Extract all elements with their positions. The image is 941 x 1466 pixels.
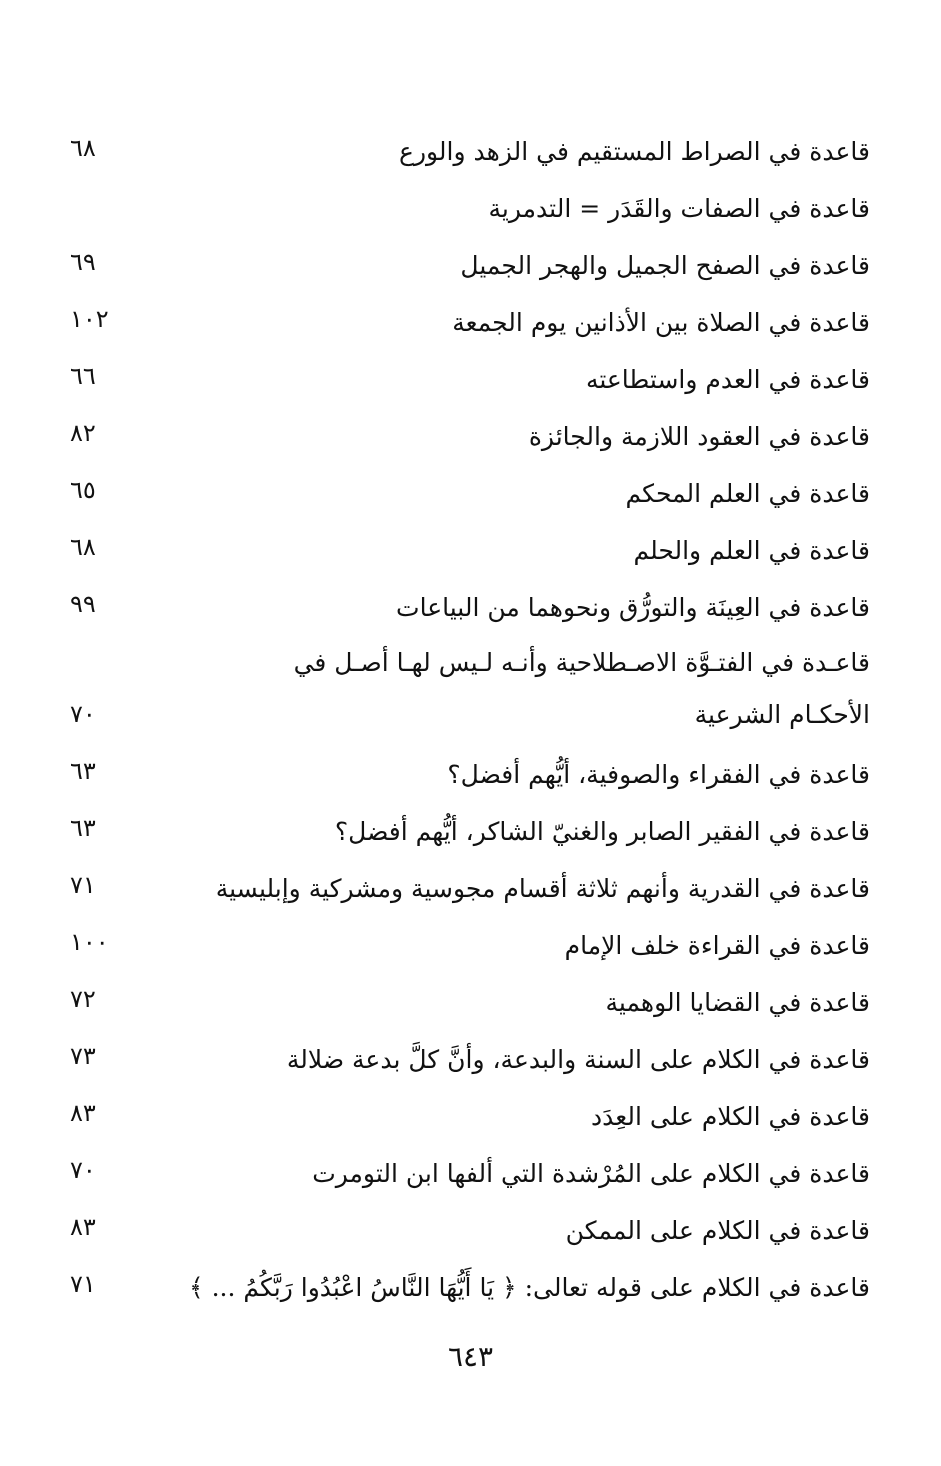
entry-title: قاعدة في العلم والحلم — [633, 536, 870, 565]
entry-page-number: ٨٣ — [70, 1099, 96, 1127]
index-entry — [60, 403, 870, 460]
entry-title: قاعدة في الكلام على قوله تعالى: ﴿ يَا أَيُّهَا النَّاسُ اعْبُدُوا رَبَّكُمُ ... ﴾ — [188, 1273, 870, 1302]
entry-page-number: ٦٥ — [70, 476, 96, 504]
index-entry — [60, 289, 870, 346]
entry-title: قاعدة في العدم واستطاعته — [585, 365, 870, 394]
index-entry — [60, 1197, 870, 1254]
entry-title: قاعدة في الصفات والقَدَر = التدمرية — [488, 194, 870, 223]
entry-title: قاعدة في الصراط المستقيم في الزهد والورع — [399, 137, 870, 166]
index-entry — [60, 460, 870, 517]
entry-title: قاعدة في الكلام على السنة والبدعة، وأنَّ كلَّ بدعة ضلالة — [286, 1045, 870, 1074]
entry-page-number: ٦٣ — [70, 757, 96, 785]
entry-page-number: ٦٩ — [70, 248, 96, 276]
entry-page-number: ٦٣ — [70, 814, 96, 842]
entry-page-number: ١٠٢ — [70, 305, 109, 333]
index-entry — [60, 1140, 870, 1197]
index-entry — [60, 118, 870, 175]
index-entry — [60, 631, 870, 741]
entry-page-number: ٦٨ — [70, 533, 96, 561]
index-entry — [60, 912, 870, 969]
entry-page-number: ٧٣ — [70, 1042, 96, 1070]
entry-title: قاعدة في الصفح الجميل والهجر الجميل — [460, 251, 870, 280]
entry-title: قاعدة في الكلام على العِدَد — [591, 1102, 870, 1131]
entry-title: قاعـدة في الفتـوَّة الاصـطلاحية وأنـه لـيس لهـا أصـل في الأحكـام الشرعية — [293, 648, 870, 729]
index-entry — [60, 346, 870, 403]
entry-page-number: ٧٠ — [70, 700, 96, 728]
index-entry — [60, 969, 870, 1026]
entry-title: قاعدة في الفقير الصابر والغنيّ الشاكر، أيُّهم أفضل؟ — [334, 817, 870, 846]
index-entry — [60, 1026, 870, 1083]
entry-title: قاعدة في القدرية وأنهم ثلاثة أقسام مجوسية ومشركية وإبليسية — [215, 874, 870, 903]
index-entry — [60, 1254, 870, 1311]
entry-title: قاعدة في العلم المحكم — [625, 479, 870, 508]
entry-title: قاعدة في الفقراء والصوفية، أيُّهم أفضل؟ — [447, 760, 870, 789]
index-entry — [60, 175, 870, 232]
entry-page-number: ٨٣ — [70, 1213, 96, 1241]
entry-page-number: ٧٠ — [70, 1156, 96, 1184]
entry-page-number: ٦٨ — [70, 134, 96, 162]
index-list — [60, 118, 870, 1311]
page-number: ٦٤٣ — [447, 1340, 494, 1373]
index-entry — [60, 855, 870, 912]
index-entry — [60, 741, 870, 798]
entry-title: قاعدة في الكلام على المُرْشدة التي ألفها ابن التومرت — [312, 1159, 870, 1188]
index-entry — [60, 1083, 870, 1140]
entry-page-number: ٧١ — [70, 871, 96, 899]
index-entry — [60, 798, 870, 855]
entry-page-number: ٦٦ — [70, 362, 96, 390]
entry-page-number: ٨٢ — [70, 419, 96, 447]
entry-title: قاعدة في الصلاة بين الأذانين يوم الجمعة — [452, 308, 870, 337]
index-entry — [60, 574, 870, 631]
index-entry — [60, 517, 870, 574]
entry-page-number: ٩٩ — [70, 590, 96, 618]
entry-title: قاعدة في العِينَة والتورُّق ونحوهما من البياعات — [396, 593, 870, 622]
entry-title: قاعدة في العقود اللازمة والجائزة — [528, 422, 870, 451]
entry-title: قاعدة في الكلام على الممكن — [565, 1216, 870, 1245]
index-entry — [60, 232, 870, 289]
entry-title: قاعدة في القضايا الوهمية — [605, 988, 870, 1017]
entry-page-number: ١٠٠ — [70, 928, 109, 956]
entry-page-number: ٧٢ — [70, 985, 96, 1013]
entry-title: قاعدة في القراءة خلف الإمام — [564, 931, 870, 960]
entry-page-number: ٧١ — [70, 1270, 96, 1298]
